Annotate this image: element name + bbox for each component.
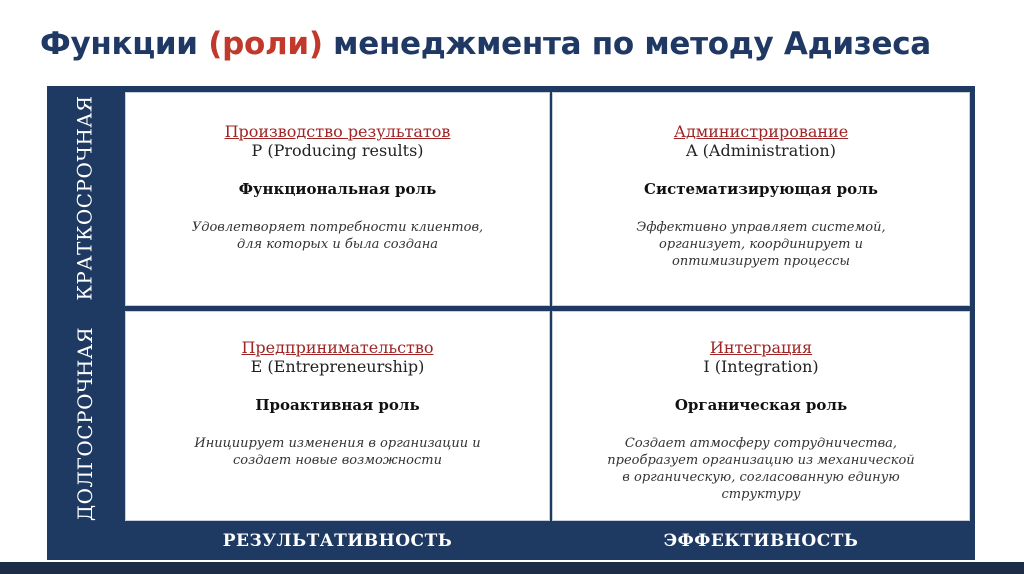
- footer-strip: [0, 562, 1024, 574]
- cell-description: Инициирует изменения в организации и создает новые возможности: [194, 436, 481, 468]
- column-label-effectiveness: РЕЗУЛЬТАТИВНОСТЬ: [222, 531, 453, 551]
- cell-role: Систематизирующая роль: [644, 180, 878, 198]
- cell-role: Функциональная роль: [238, 180, 437, 198]
- cell-entrepreneurship: [125, 311, 550, 521]
- cell-heading: Интеграция: [709, 338, 813, 357]
- row-label-short-term-text: КРАТКОСРОЧНАЯ: [73, 95, 97, 301]
- cell-integration: [552, 311, 970, 521]
- cell-code: I (Integration): [703, 357, 819, 376]
- cell-heading: Администрирование: [673, 122, 849, 141]
- cell-description: Удовлетворяет потребности клиентов, для которых и была создана: [191, 220, 484, 252]
- cell-heading: Предпринимательство: [241, 338, 434, 357]
- cell-code: P (Producing results): [251, 141, 424, 160]
- row-label-long-term-text: ДОЛГОСРОЧНАЯ: [73, 326, 97, 522]
- cell-administration: [552, 92, 970, 306]
- row-label-short-term: [47, 90, 123, 306]
- cell-heading: Производство результатов: [224, 122, 451, 141]
- title-accent: (роли): [208, 26, 323, 62]
- adizes-matrix: [47, 86, 975, 560]
- cell-description: Создает атмосферу сотрудничества, преобразует организацию из механической в органическую, согласованную единую структуру: [607, 436, 915, 502]
- title-part-1: Функции: [40, 26, 209, 62]
- row-label-long-term: [47, 318, 123, 530]
- cell-producing-results: [125, 92, 550, 306]
- page-title: [40, 26, 931, 62]
- cell-code: A (Administration): [686, 141, 836, 160]
- cell-role: Органическая роль: [674, 396, 848, 414]
- title-part-2: менеджмента по методу Адизеса: [322, 26, 931, 62]
- cell-role: Проактивная роль: [255, 396, 420, 414]
- cell-code: E (Entrepreneurship): [250, 357, 425, 376]
- cell-description: Эффективно управляет системой, организует, координирует и оптимизирует процессы: [636, 220, 886, 269]
- column-label-efficiency: ЭФФЕКТИВНОСТЬ: [663, 531, 859, 551]
